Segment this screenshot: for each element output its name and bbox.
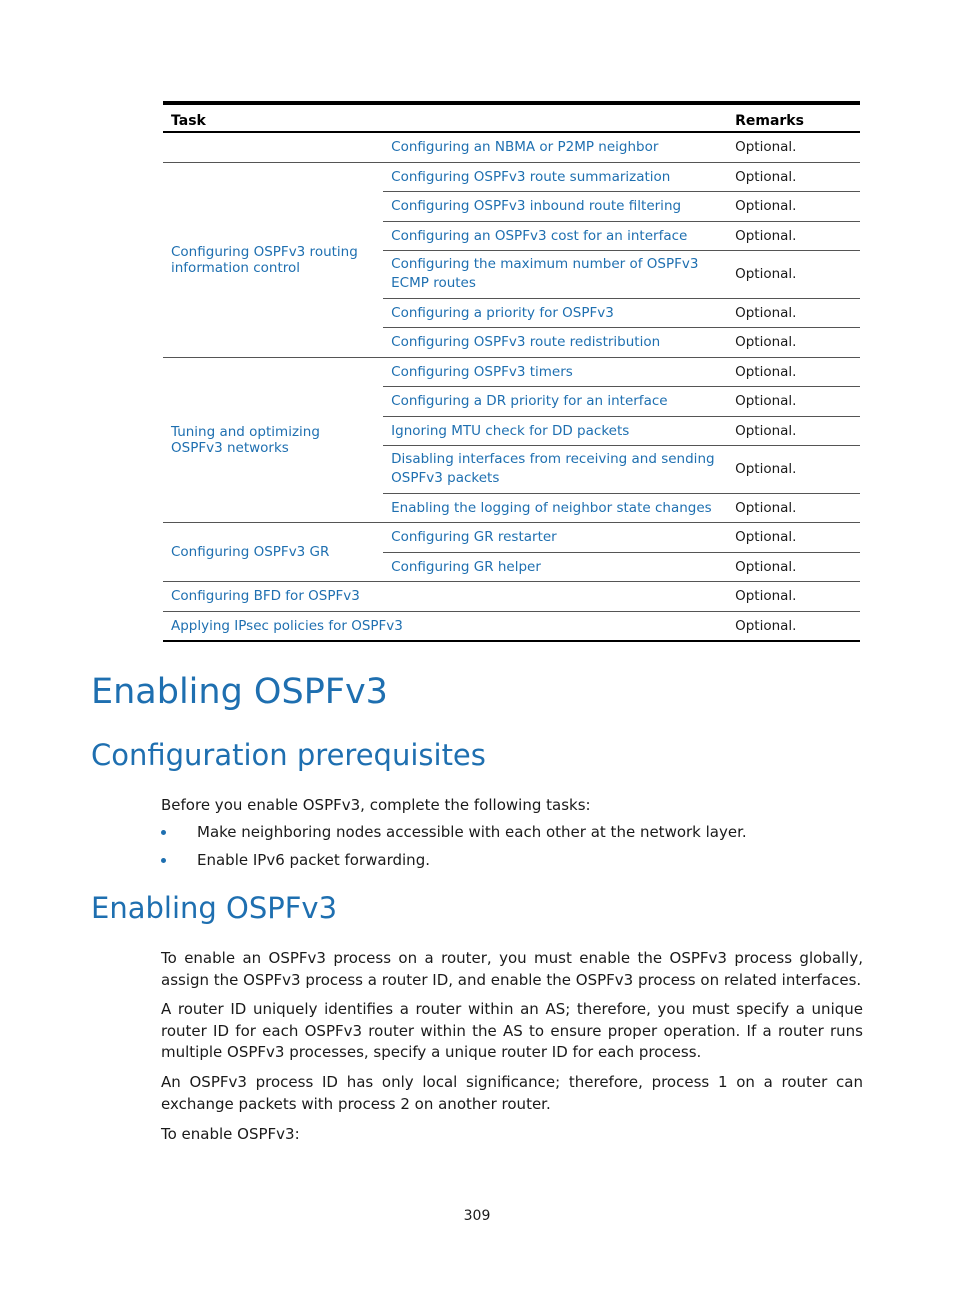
subtask-link[interactable]: Enabling the logging of neighbor state changes — [391, 499, 712, 516]
subtask-link[interactable]: Configuring GR restarter — [391, 529, 557, 546]
table-row — [163, 582, 860, 612]
page-number: 309 — [463, 1208, 491, 1224]
table-header-row — [163, 103, 860, 132]
subtask-link[interactable]: Configuring OSPFv3 route redistribution — [391, 334, 661, 351]
subtask-link[interactable]: Configuring a priority for OSPFv3 — [391, 304, 614, 321]
heading-enabling-ospfv3: Enabling OSPFv3 — [91, 672, 388, 712]
task-link-routing-control[interactable]: Configuring OSPFv3 routing information control — [171, 243, 358, 276]
paragraph: An OSPFv3 process ID has only local significance; therefore, process 1 on a router can exchange packets with process 2 on another router. — [161, 1073, 863, 1113]
table-row — [163, 611, 860, 641]
prerequisites-intro: Before you enable OSPFv3, complete the following tasks: — [161, 796, 591, 814]
remark-cell: Optional. — [727, 493, 860, 523]
remark-cell: Optional. — [735, 617, 797, 634]
heading-configuration-prerequisites: Configuration prerequisites — [91, 738, 486, 772]
subtask-link[interactable]: Disabling interfaces from receiving and sending OSPFv3 packets — [391, 451, 715, 487]
remark-cell: Optional. — [727, 192, 860, 222]
task-link-tuning[interactable]: Tuning and optimizing OSPFv3 networks — [171, 423, 320, 456]
remark-cell: Optional. — [727, 446, 860, 494]
bullet-text: Enable IPv6 packet forwarding. — [197, 851, 430, 869]
task-link-bfd[interactable]: Configuring BFD for OSPFv3 — [171, 588, 360, 605]
remark-cell: Optional. — [727, 221, 860, 251]
subtask-link[interactable]: Configuring GR helper — [391, 558, 541, 575]
task-link-ipsec[interactable]: Applying IPsec policies for OSPFv3 — [171, 617, 403, 634]
heading-enabling-ospfv3-sub: Enabling OSPFv3 — [91, 891, 338, 925]
remark-cell: Optional. — [727, 251, 860, 299]
subtask-link[interactable]: Configuring OSPFv3 route summarization — [391, 168, 671, 185]
paragraph: A router ID uniquely identifies a router within an AS; therefore, you must specify a unique router ID for each OSPFv3 router within the AS to ensure proper operation. If a router runs multiple OSPFv3 processes, specify a unique router ID for each process. — [161, 1000, 863, 1061]
subtask-link[interactable]: Ignoring MTU check for DD packets — [391, 422, 630, 439]
remark-cell: Optional. — [727, 523, 860, 553]
remark-cell: Optional. — [727, 328, 860, 358]
subtask-link[interactable]: Configuring OSPFv3 inbound route filtering — [391, 198, 682, 215]
remark-cell: Optional. — [727, 357, 860, 387]
subtask-link[interactable]: Configuring a DR priority for an interface — [391, 393, 668, 410]
remark-cell: Optional. — [727, 387, 860, 417]
header-remarks: Remarks — [727, 103, 860, 132]
table-row — [163, 523, 860, 553]
bullet-dot-icon — [161, 830, 166, 835]
header-task: Task — [163, 103, 727, 132]
table-row — [163, 162, 860, 192]
task-cell-empty — [163, 132, 383, 162]
subtask-link[interactable]: Configuring OSPFv3 timers — [391, 363, 573, 380]
bullet-dot-icon — [161, 858, 166, 863]
paragraph: To enable OSPFv3: — [161, 1125, 300, 1143]
remark-cell: Optional. — [727, 162, 860, 192]
remark-cell: Optional. — [727, 552, 860, 582]
paragraph: To enable an OSPFv3 process on a router, you must enable the OSPFv3 process globally, assign the OSPFv3 process a router ID, and enable the OSPFv3 process on related interfaces. — [161, 949, 863, 989]
bullet-text: Make neighboring nodes accessible with each other at the network layer. — [197, 823, 747, 841]
subtask-link[interactable]: Configuring an NBMA or P2MP neighbor — [391, 139, 659, 156]
remark-cell: Optional. — [727, 298, 860, 328]
table-row — [163, 357, 860, 387]
subtask-link[interactable]: Configuring an OSPFv3 cost for an interface — [391, 227, 688, 244]
remark-cell: Optional. — [727, 132, 860, 162]
remark-cell: Optional. — [727, 416, 860, 446]
task-link-gr[interactable]: Configuring OSPFv3 GR — [171, 544, 330, 560]
remark-cell: Optional. — [727, 582, 860, 612]
table-row — [163, 132, 860, 162]
task-table — [163, 101, 860, 642]
subtask-link[interactable]: Configuring the maximum number of OSPFv3 ECMP routes — [391, 256, 699, 292]
